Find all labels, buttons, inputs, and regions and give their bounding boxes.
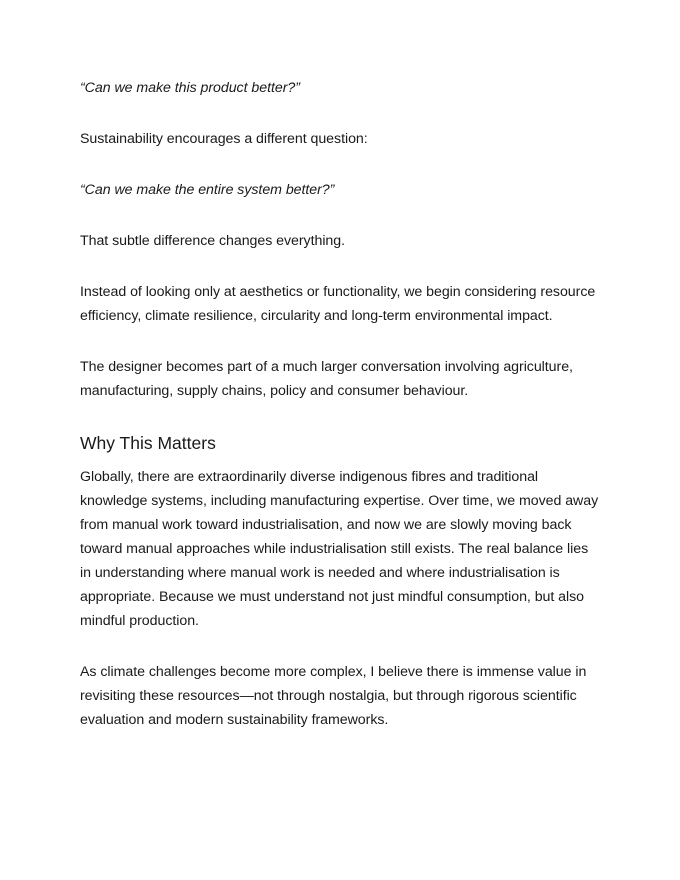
- instead-paragraph: Instead of looking only at aesthetics or functionality, we begin considering resource efficiency, climate resilience, circularity and long-term environmental impact.: [80, 284, 596, 324]
- designer-paragraph: The designer becomes part of a much larger conversation involving agriculture, manufacturing, supply chains, policy and consumer behaviour.: [80, 359, 573, 399]
- spacer: [80, 202, 600, 229]
- globally-paragraph: Globally, there are extraordinarily diverse indigenous fibres and traditional knowledge systems, including manufacturing expertise. Over time, we moved away from manual work toward industrialisation, and now we are slowly moving back toward manual approaches while industrialisation still exists. The real balance lies in understanding where manual work is needed and where industrialisation is appropriate. Because we must understand not just mindful consumption, but also mindful production.: [80, 469, 599, 629]
- spacer: [80, 403, 600, 431]
- section-heading: Why This Matters: [80, 433, 216, 453]
- sustainability-question: Sustainability encourages a different question:: [80, 131, 368, 147]
- quote-system: “Can we make the entire system better?”: [80, 182, 335, 198]
- spacer: [80, 253, 600, 280]
- climate-paragraph: As climate challenges become more complex, I believe there is immense value in revisiting these resources—not through nostalgia, but through rigorous scientific evaluation and modern sustainability frameworks.: [80, 664, 587, 728]
- spacer: [80, 633, 600, 660]
- spacer: [80, 151, 600, 178]
- quote-product: “Can we make this product better?”: [80, 80, 300, 96]
- spacer: [80, 455, 600, 465]
- spacer: [80, 328, 600, 355]
- subtle-difference-text: That subtle difference changes everything.: [80, 233, 346, 249]
- document-page: [80, 76, 600, 732]
- spacer: [80, 100, 600, 127]
